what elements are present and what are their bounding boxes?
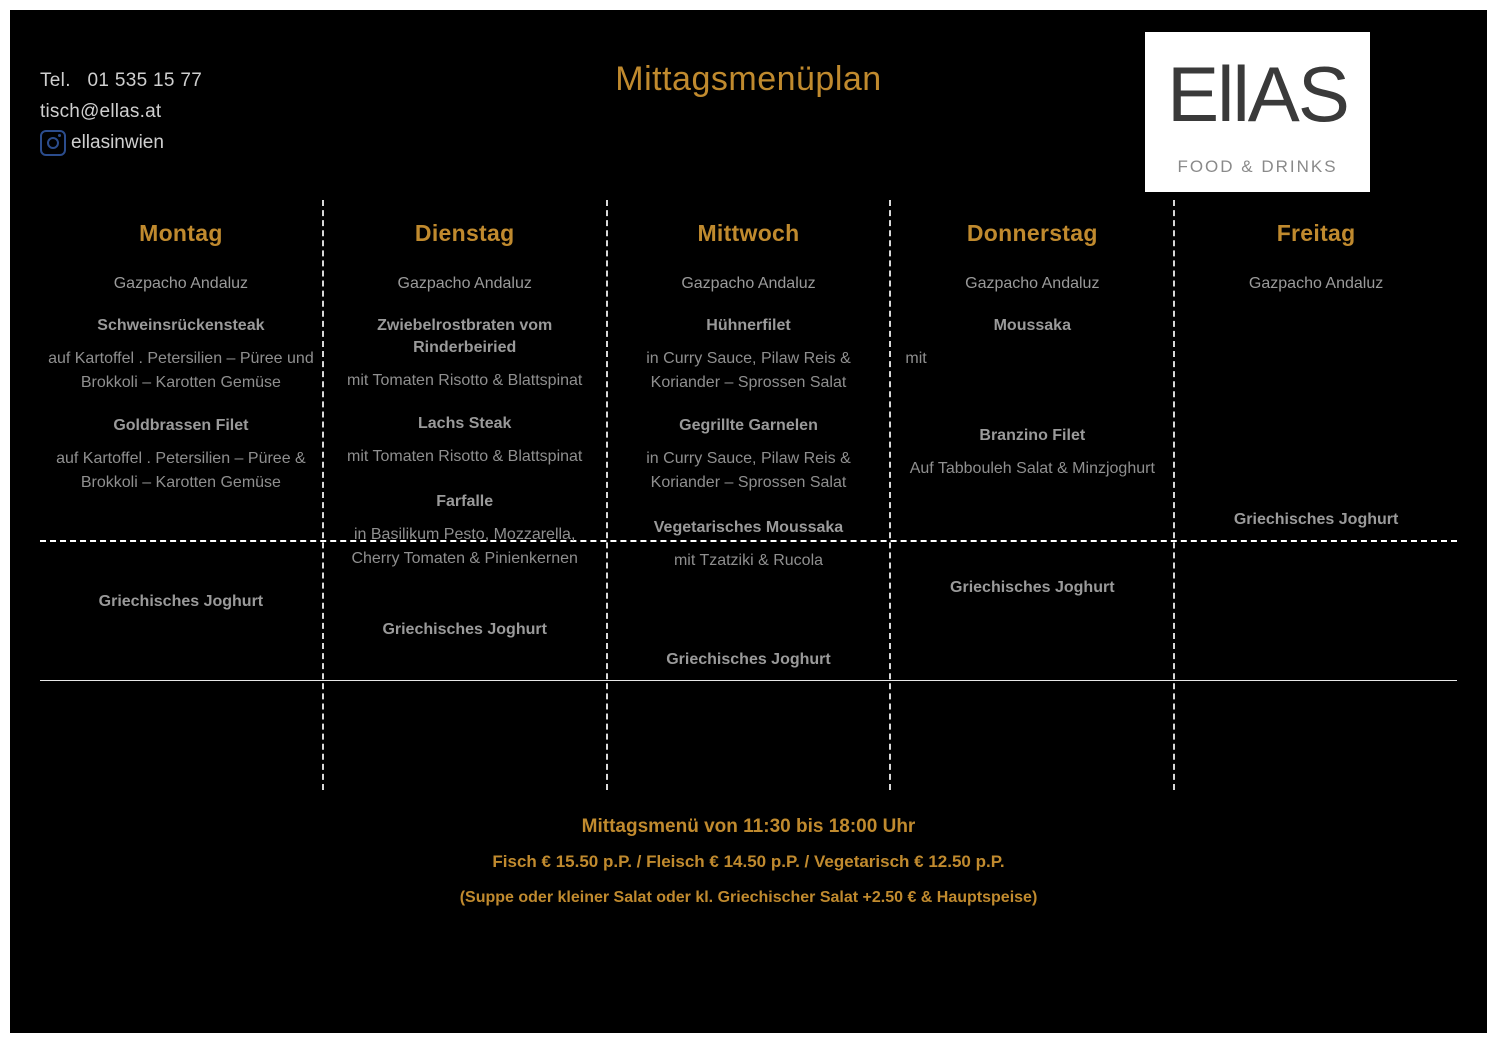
soup-item: Gazpacho Andaluz (1248, 275, 1384, 292)
soup-item: Gazpacho Andaluz (681, 275, 816, 292)
footer-block (10, 810, 1487, 916)
telephone-label: Tel. (40, 70, 71, 91)
day-column-dienstag (322, 200, 606, 790)
main-dish-2-description: auf Kartoffel . Petersilien – Püree & Brokkoli – Karotten Gemüse (56, 450, 306, 491)
instagram-line[interactable] (40, 127, 202, 158)
day-column-donnerstag (889, 200, 1173, 790)
dessert-block (608, 649, 890, 671)
day-column-freitag (1173, 200, 1457, 790)
day-title: Freitag (1276, 220, 1356, 246)
soup-item: Gazpacho Andaluz (113, 275, 249, 292)
instagram-icon (40, 130, 66, 156)
telephone-number: 01 535 15 77 (87, 70, 203, 91)
day-title: Donnerstag (966, 220, 1098, 246)
vegetarian-dish: Vegetarisches Moussaka (653, 519, 844, 536)
main-dish-1: Schweinsrückensteak (97, 317, 265, 334)
price-note: (Suppe oder kleiner Salat oder kl. Griechischer Salat +2.50 € & Hauptspeise) (459, 889, 1038, 906)
page-title: Mittagsmenüplan (615, 60, 882, 98)
day-title: Dienstag (414, 220, 515, 246)
vegetarian-block (324, 491, 606, 571)
main-dish-2: Goldbrassen Filet (113, 417, 249, 434)
day-body (40, 273, 322, 495)
vegetarian-block (608, 517, 890, 573)
main-dish-1: Zwiebelrostbraten vom Rinderbeiried (377, 317, 553, 356)
soup-item: Gazpacho Andaluz (397, 275, 532, 292)
day-body (1175, 273, 1457, 295)
main-dish-2: Branzino Filet (979, 427, 1086, 444)
main-dish-2-description: mit Tomaten Risotto & Blattspinat (347, 448, 583, 465)
main-dish-1-description: in Curry Sauce, Pilaw Reis & Koriander – Sprossen Salat (646, 350, 851, 391)
day-body (891, 273, 1173, 481)
day-column-montag (40, 200, 322, 790)
weekly-menu-grid (40, 200, 1457, 790)
opening-hours: Mittagsmenü von 11:30 bis 18:00 Uhr (581, 816, 916, 837)
main-dish-1: Hühnerfilet (706, 317, 791, 334)
main-dish-2-description: Auf Tabbouleh Salat & Minzjoghurt (909, 460, 1155, 477)
vegetarian-description: in Basilikum Pesto, Mozzarella, Cherry Tomaten & Pinienkernen (351, 526, 578, 567)
main-dish-2-description: in Curry Sauce, Pilaw Reis & Koriander – Sprossen Salat (646, 450, 851, 491)
main-dish-1-description: mit (905, 350, 927, 367)
vegetarian-dish: Farfalle (436, 493, 494, 510)
instagram-handle: ellasinwien (71, 132, 164, 153)
dessert-item: Griechisches Joghurt (666, 651, 831, 668)
price-list: Fisch € 15.50 p.P. / Fleisch € 14.50 p.P. / Vegetarisch € 12.50 p.P. (492, 852, 1005, 871)
logo-wordmark: EllAS (1167, 50, 1348, 138)
main-dish-2: Gegrillte Garnelen (679, 417, 818, 434)
dessert-block (891, 577, 1173, 599)
ellas-logo (1145, 32, 1370, 192)
day-body (608, 273, 890, 495)
dessert-block (40, 591, 322, 613)
day-column-mittwoch (606, 200, 890, 790)
dessert-block (324, 619, 606, 641)
email-address[interactable]: tisch@ellas.at (40, 101, 162, 122)
dessert-item: Griechisches Joghurt (382, 621, 547, 638)
main-dish-1: Moussaka (993, 317, 1071, 334)
vegetarian-description: mit Tzatziki & Rucola (673, 552, 824, 569)
menu-sheet (10, 10, 1487, 1033)
main-dish-1-description: mit Tomaten Risotto & Blattspinat (347, 372, 583, 389)
main-dish-1-description: auf Kartoffel . Petersilien – Püree und Brokkoli – Karotten Gemüse (48, 350, 314, 391)
dessert-block (1175, 509, 1457, 531)
day-title: Montag (139, 220, 223, 246)
day-body (324, 273, 606, 469)
logo-subtitle: FOOD & DRINKS (1177, 157, 1338, 176)
dessert-item: Griechisches Joghurt (1233, 511, 1399, 528)
day-title: Mittwoch (697, 220, 800, 246)
soup-item: Gazpacho Andaluz (965, 275, 1100, 292)
main-dish-2: Lachs Steak (418, 415, 512, 432)
dessert-item: Griechisches Joghurt (98, 593, 264, 610)
dessert-item: Griechisches Joghurt (950, 579, 1115, 596)
